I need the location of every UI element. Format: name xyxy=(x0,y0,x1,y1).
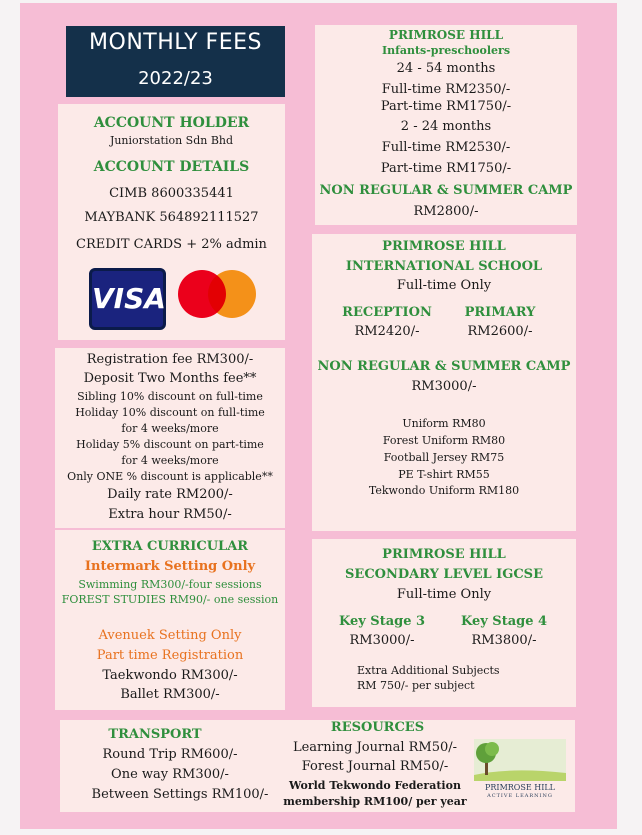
tekwondo-uniform-fee: Tekwondo Uniform RM180 xyxy=(368,484,520,497)
policy-line: Sibling 10% discount on full-time xyxy=(77,390,263,403)
logo-tagline: ACTIVE LEARNING xyxy=(487,793,553,799)
extra-curricular-heading: EXTRA CURRICULAR xyxy=(91,539,249,554)
secondary-heading-1: PRIMROSE HILL xyxy=(382,547,506,562)
mastercard-logo xyxy=(178,270,258,318)
round-trip-fee: Round Trip RM600/- xyxy=(102,747,238,762)
secondary-heading-2: SECONDARY LEVEL IGCSE xyxy=(345,567,543,582)
swimming-fee: Swimming RM300/-four sessions xyxy=(78,578,262,591)
logo-name: PRIMROSE HILL xyxy=(485,783,555,792)
pe-shirt-fee: PE T-shirt RM55 xyxy=(398,468,490,481)
uniform-fee: Uniform RM80 xyxy=(402,417,486,430)
intl-non-regular-fee: RM3000/- xyxy=(411,379,477,394)
key-stage-3-fee: RM3000/- xyxy=(349,633,415,648)
full-time-fee-1: Full-time RM2350/- xyxy=(381,82,511,97)
part-time-fee-1: Part-time RM1750/- xyxy=(380,99,512,114)
non-regular-heading: NON REGULAR & SUMMER CAMP xyxy=(319,183,573,198)
part-time-registration: Part time Registration xyxy=(96,648,244,663)
account-holder-name: Juniorstation Sdn Bhd xyxy=(109,134,234,147)
infants-subheading: Infants-preschoolers xyxy=(381,44,511,57)
part-time-fee-2: Part-time RM1750/- xyxy=(380,161,512,176)
visa-logo: VISA xyxy=(89,268,166,330)
one-way-fee: One way RM300/- xyxy=(111,767,229,782)
policy-line: Extra hour RM50/- xyxy=(108,507,232,522)
extra-subjects-fee: RM 750/- per subject xyxy=(357,679,475,692)
international-card xyxy=(312,234,576,531)
ballet-fee: Ballet RM300/- xyxy=(120,687,220,702)
taekwondo-fee: Taekwondo RM300/- xyxy=(102,668,238,683)
forest-journal-fee: Forest Journal RM50/- xyxy=(301,759,449,774)
policy-line: Only ONE % discount is applicable** xyxy=(67,470,273,483)
intl-heading-2: INTERNATIONAL SCHOOL xyxy=(345,259,543,274)
page-year: 2022/23 xyxy=(138,68,213,89)
reception-heading: RECEPTION xyxy=(342,305,432,320)
forest-uniform-fee: Forest Uniform RM80 xyxy=(382,434,506,447)
mastercard-orange-circle xyxy=(208,270,256,318)
page-title: MONTHLY FEES xyxy=(89,30,262,55)
tekwondo-federation: World Tekwondo Federation xyxy=(289,779,461,792)
primary-heading: PRIMARY xyxy=(464,305,536,320)
non-regular-fee: RM2800/- xyxy=(413,204,479,219)
intl-full-time: Full-time Only xyxy=(396,278,492,293)
secondary-full-time: Full-time Only xyxy=(396,587,492,602)
primrose-hill-logo xyxy=(470,737,570,801)
primary-fee: RM2600/- xyxy=(467,324,533,339)
infants-card xyxy=(315,25,577,225)
reception-fee: RM2420/- xyxy=(354,324,420,339)
policy-line: Deposit Two Months fee** xyxy=(83,371,257,386)
learning-journal-fee: Learning Journal RM50/- xyxy=(292,740,458,755)
policies-card xyxy=(55,348,285,528)
infants-heading: PRIMROSE HILL xyxy=(388,28,504,42)
account-holder-heading: ACCOUNT HOLDER xyxy=(93,115,250,131)
secondary-card xyxy=(312,539,576,707)
intl-non-regular-heading: NON REGULAR & SUMMER CAMP xyxy=(317,359,571,374)
resources-heading: RESOURCES xyxy=(330,720,425,735)
extra-subjects-label: Extra Additional Subjects xyxy=(357,664,500,677)
key-stage-3-heading: Key Stage 3 xyxy=(338,614,426,629)
credit-cards-note: CREDIT CARDS + 2% admin xyxy=(76,237,267,252)
football-jersey-fee: Football Jersey RM75 xyxy=(383,451,505,464)
avenuek-label: Avenuek Setting Only xyxy=(98,628,242,643)
title-box xyxy=(66,26,285,97)
forest-studies-fee: FOREST STUDIES RM90/- one session xyxy=(61,593,279,606)
key-stage-4-fee: RM3800/- xyxy=(471,633,537,648)
policy-line: Holiday 10% discount on full-time xyxy=(75,406,265,419)
key-stage-4-heading: Key Stage 4 xyxy=(460,614,548,629)
policy-line: Registration fee RM300/- xyxy=(86,352,254,367)
cimb-account: CIMB 8600335441 xyxy=(109,186,234,201)
transport-heading: TRANSPORT xyxy=(108,727,202,742)
account-details-heading: ACCOUNT DETAILS xyxy=(93,159,250,175)
extra-curricular-card xyxy=(55,530,285,710)
policy-line: Daily rate RM200/- xyxy=(107,487,233,502)
policy-line: for 4 weeks/more xyxy=(121,422,219,435)
maybank-account: MAYBANK 564892111527 xyxy=(84,210,259,225)
intermark-label: Intermark Setting Only xyxy=(84,559,256,574)
intl-heading-1: PRIMROSE HILL xyxy=(382,239,506,254)
policy-line: for 4 weeks/more xyxy=(121,454,219,467)
between-settings-fee: Between Settings RM100/- xyxy=(91,787,269,802)
age-range-1: 24 - 54 months xyxy=(396,61,496,76)
age-range-2: 2 - 24 months xyxy=(400,119,492,134)
full-time-fee-2: Full-time RM2530/- xyxy=(381,140,511,155)
policy-line: Holiday 5% discount on part-time xyxy=(76,438,264,451)
membership-fee: membership RM100/ per year xyxy=(283,795,467,808)
